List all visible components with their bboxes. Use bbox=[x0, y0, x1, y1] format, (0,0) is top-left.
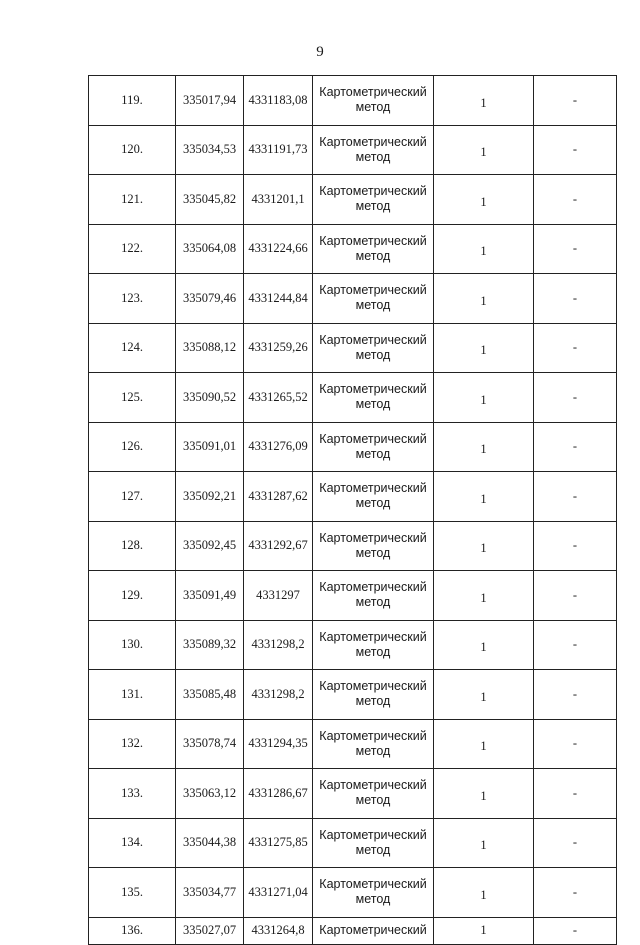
method-cell bbox=[313, 571, 434, 621]
table-row bbox=[89, 76, 617, 126]
y-coordinate-cell: 4331224,66 bbox=[244, 224, 313, 274]
note-cell: - bbox=[534, 472, 617, 522]
y-coordinate-cell: 4331298,2 bbox=[244, 620, 313, 670]
method-line-1: Картометрический bbox=[319, 827, 427, 842]
method-line-2: метод bbox=[355, 793, 391, 808]
y-coordinate-cell: 4331265,52 bbox=[244, 373, 313, 423]
table-row bbox=[89, 125, 617, 175]
method-line-1: Картометрический bbox=[319, 728, 427, 743]
x-coordinate-cell: 335092,21 bbox=[176, 472, 244, 522]
accuracy-cell: 1 bbox=[434, 323, 534, 373]
accuracy-cell: 1 bbox=[434, 917, 534, 944]
method-line-1: Картометрический bbox=[319, 134, 427, 149]
table-row bbox=[89, 521, 617, 571]
y-coordinate-cell: 4331201,1 bbox=[244, 175, 313, 225]
note-cell: - bbox=[534, 670, 617, 720]
table-row bbox=[89, 917, 617, 944]
point-number-cell: 121. bbox=[89, 175, 176, 225]
accuracy-cell: 1 bbox=[434, 769, 534, 819]
table-row bbox=[89, 670, 617, 720]
note-cell: - bbox=[534, 125, 617, 175]
accuracy-cell: 1 bbox=[434, 373, 534, 423]
table-row bbox=[89, 175, 617, 225]
method-line-1: Картометрический bbox=[319, 530, 427, 545]
method-cell bbox=[313, 472, 434, 522]
accuracy-cell: 1 bbox=[434, 868, 534, 918]
y-coordinate-cell: 4331275,85 bbox=[244, 818, 313, 868]
table-row bbox=[89, 274, 617, 324]
method-line-2: метод bbox=[355, 347, 391, 362]
y-coordinate-cell: 4331298,2 bbox=[244, 670, 313, 720]
method-line-2: метод bbox=[355, 892, 391, 907]
point-number-cell: 126. bbox=[89, 422, 176, 472]
accuracy-cell: 1 bbox=[434, 224, 534, 274]
method-line-1: Картометрический bbox=[319, 431, 427, 446]
accuracy-cell: 1 bbox=[434, 719, 534, 769]
point-number-cell: 136. bbox=[89, 917, 176, 944]
note-cell: - bbox=[534, 422, 617, 472]
x-coordinate-cell: 335045,82 bbox=[176, 175, 244, 225]
point-number-cell: 129. bbox=[89, 571, 176, 621]
y-coordinate-cell: 4331294,35 bbox=[244, 719, 313, 769]
method-line-1: Картометрический bbox=[319, 679, 427, 694]
accuracy-cell: 1 bbox=[434, 670, 534, 720]
method-line-2: метод bbox=[355, 842, 391, 857]
point-number-cell: 135. bbox=[89, 868, 176, 918]
x-coordinate-cell: 335092,45 bbox=[176, 521, 244, 571]
table-row bbox=[89, 620, 617, 670]
point-number-cell: 123. bbox=[89, 274, 176, 324]
method-cell bbox=[313, 719, 434, 769]
accuracy-cell: 1 bbox=[434, 175, 534, 225]
method-line-2: метод bbox=[355, 100, 391, 115]
method-line-1: Картометрический bbox=[319, 184, 427, 199]
y-coordinate-cell: 4331276,09 bbox=[244, 422, 313, 472]
table-row bbox=[89, 868, 617, 918]
note-cell: - bbox=[534, 224, 617, 274]
method-cell bbox=[313, 521, 434, 571]
y-coordinate-cell: 4331264,8 bbox=[244, 917, 313, 944]
accuracy-cell: 1 bbox=[434, 472, 534, 522]
method-cell bbox=[313, 373, 434, 423]
note-cell: - bbox=[534, 719, 617, 769]
point-number-cell: 122. bbox=[89, 224, 176, 274]
page-number: 9 bbox=[316, 44, 324, 60]
accuracy-cell: 1 bbox=[434, 521, 534, 571]
x-coordinate-cell: 335064,08 bbox=[176, 224, 244, 274]
y-coordinate-cell: 4331271,04 bbox=[244, 868, 313, 918]
accuracy-cell: 1 bbox=[434, 422, 534, 472]
accuracy-cell: 1 bbox=[434, 818, 534, 868]
method-line-1: Картометрический bbox=[319, 877, 427, 892]
method-line-2: метод bbox=[355, 496, 391, 511]
method-line-1: Картометрический bbox=[319, 778, 427, 793]
x-coordinate-cell: 335091,01 bbox=[176, 422, 244, 472]
point-number-cell: 134. bbox=[89, 818, 176, 868]
table-row bbox=[89, 769, 617, 819]
method-cell bbox=[313, 769, 434, 819]
note-cell: - bbox=[534, 769, 617, 819]
method-line-2: метод bbox=[355, 545, 391, 560]
note-cell: - bbox=[534, 521, 617, 571]
method-cell bbox=[313, 76, 434, 126]
y-coordinate-cell: 4331191,73 bbox=[244, 125, 313, 175]
method-line-2: метод bbox=[355, 644, 391, 659]
point-number-cell: 127. bbox=[89, 472, 176, 522]
table-row bbox=[89, 472, 617, 522]
x-coordinate-cell: 335027,07 bbox=[176, 917, 244, 944]
point-number-cell: 133. bbox=[89, 769, 176, 819]
y-coordinate-cell: 4331244,84 bbox=[244, 274, 313, 324]
method-cell bbox=[313, 175, 434, 225]
accuracy-cell: 1 bbox=[434, 76, 534, 126]
note-cell: - bbox=[534, 76, 617, 126]
method-cell bbox=[313, 422, 434, 472]
note-cell: - bbox=[534, 818, 617, 868]
y-coordinate-cell: 4331183,08 bbox=[244, 76, 313, 126]
accuracy-cell: 1 bbox=[434, 620, 534, 670]
method-cell bbox=[313, 620, 434, 670]
x-coordinate-cell: 335044,38 bbox=[176, 818, 244, 868]
accuracy-cell: 1 bbox=[434, 571, 534, 621]
method-line-2: метод bbox=[355, 694, 391, 709]
accuracy-cell: 1 bbox=[434, 125, 534, 175]
method-cell bbox=[313, 670, 434, 720]
table-row bbox=[89, 323, 617, 373]
method-line-2: метод bbox=[355, 397, 391, 412]
x-coordinate-cell: 335090,52 bbox=[176, 373, 244, 423]
method-line-1: Картометрический bbox=[319, 923, 427, 937]
method-line-2: метод bbox=[355, 595, 391, 610]
point-number-cell: 128. bbox=[89, 521, 176, 571]
y-coordinate-cell: 4331287,62 bbox=[244, 472, 313, 522]
x-coordinate-cell: 335091,49 bbox=[176, 571, 244, 621]
note-cell: - bbox=[534, 571, 617, 621]
method-line-2: метод bbox=[355, 149, 391, 164]
method-line-2: метод bbox=[355, 248, 391, 263]
method-cell bbox=[313, 818, 434, 868]
table-row bbox=[89, 422, 617, 472]
method-line-1: Картометрический bbox=[319, 233, 427, 248]
accuracy-cell: 1 bbox=[434, 274, 534, 324]
method-cell bbox=[313, 125, 434, 175]
method-line-2: метод bbox=[355, 446, 391, 461]
x-coordinate-cell: 335088,12 bbox=[176, 323, 244, 373]
x-coordinate-cell: 335078,74 bbox=[176, 719, 244, 769]
x-coordinate-cell: 335089,32 bbox=[176, 620, 244, 670]
coordinates-table bbox=[88, 75, 617, 945]
table-row bbox=[89, 719, 617, 769]
method-line-1: Картометрический bbox=[319, 580, 427, 595]
method-line-1: Картометрический bbox=[319, 629, 427, 644]
point-number-cell: 119. bbox=[89, 76, 176, 126]
y-coordinate-cell: 4331297 bbox=[244, 571, 313, 621]
note-cell: - bbox=[534, 373, 617, 423]
method-line-2: метод bbox=[355, 298, 391, 313]
table-row bbox=[89, 818, 617, 868]
point-number-cell: 132. bbox=[89, 719, 176, 769]
table-row bbox=[89, 571, 617, 621]
y-coordinate-cell: 4331292,67 bbox=[244, 521, 313, 571]
method-cell bbox=[313, 917, 434, 944]
method-line-1: Картометрический bbox=[319, 332, 427, 347]
method-line-1: Картометрический bbox=[319, 283, 427, 298]
table-row bbox=[89, 373, 617, 423]
x-coordinate-cell: 335085,48 bbox=[176, 670, 244, 720]
y-coordinate-cell: 4331286,67 bbox=[244, 769, 313, 819]
note-cell: - bbox=[534, 175, 617, 225]
point-number-cell: 125. bbox=[89, 373, 176, 423]
note-cell: - bbox=[534, 917, 617, 944]
method-line-1: Картометрический bbox=[319, 382, 427, 397]
method-cell bbox=[313, 868, 434, 918]
method-cell bbox=[313, 274, 434, 324]
coordinates-table-body bbox=[89, 76, 617, 945]
note-cell: - bbox=[534, 274, 617, 324]
point-number-cell: 131. bbox=[89, 670, 176, 720]
point-number-cell: 130. bbox=[89, 620, 176, 670]
point-number-cell: 120. bbox=[89, 125, 176, 175]
x-coordinate-cell: 335063,12 bbox=[176, 769, 244, 819]
note-cell: - bbox=[534, 620, 617, 670]
x-coordinate-cell: 335034,77 bbox=[176, 868, 244, 918]
method-line-1: Картометрический bbox=[319, 85, 427, 100]
note-cell: - bbox=[534, 323, 617, 373]
method-line-2: метод bbox=[355, 199, 391, 214]
method-cell bbox=[313, 323, 434, 373]
x-coordinate-cell: 335034,53 bbox=[176, 125, 244, 175]
point-number-cell: 124. bbox=[89, 323, 176, 373]
method-cell bbox=[313, 224, 434, 274]
x-coordinate-cell: 335079,46 bbox=[176, 274, 244, 324]
method-line-1: Картометрический bbox=[319, 481, 427, 496]
y-coordinate-cell: 4331259,26 bbox=[244, 323, 313, 373]
table-row bbox=[89, 224, 617, 274]
note-cell: - bbox=[534, 868, 617, 918]
method-line-2: метод bbox=[355, 743, 391, 758]
x-coordinate-cell: 335017,94 bbox=[176, 76, 244, 126]
